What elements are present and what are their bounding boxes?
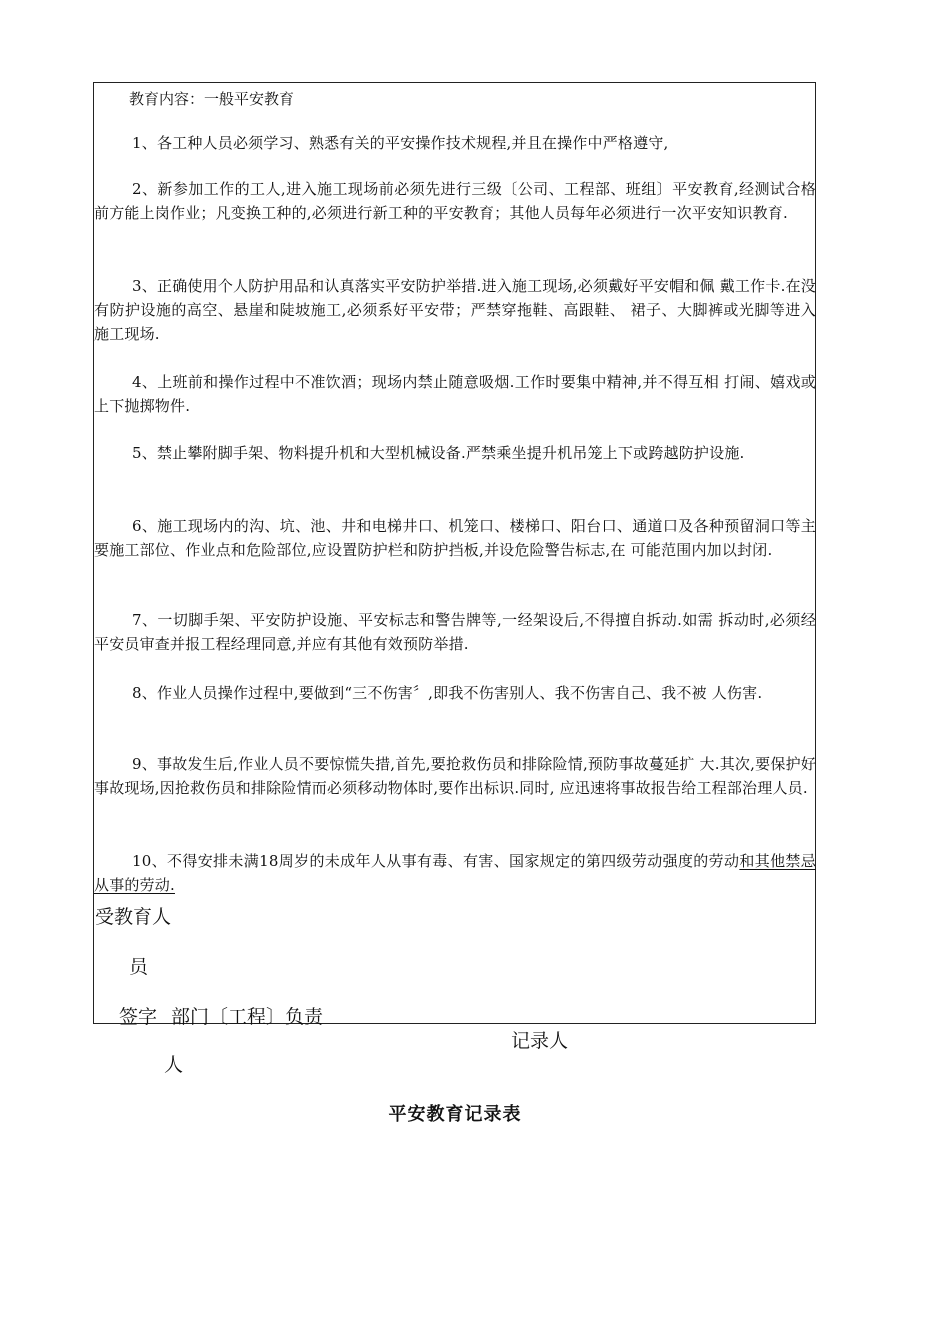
rule-item-5: 5、禁止攀附脚手架、物料提升机和大型机械设备.严禁乘坐提升机吊笼上下或跨越防护设施. (132, 444, 745, 462)
rule-item-6: 6、施工现场内的沟、坑、池、井和电梯井口、机笼口、楼梯口、阳台口、通道口及各种预留洞口等主要施工部位、作业点和危险部位,应设置防护栏和防护挡板,并设危险警告标志,在 可能范围内加以封闭. (94, 517, 816, 559)
rule-item-10-start: 10、不得安排未满18周岁的未成年人从事有毒、有害、国家规定的第四级劳动强度的劳动 (132, 852, 740, 870)
signature-label: 签字 (119, 1006, 158, 1028)
education-content-heading: 教育内容：一般平安教育 (129, 90, 295, 108)
rule-item-4: 4、上班前和操作过程中不准饮酒；现场内禁止随意吸烟.工作时要集中精神,并不得互相 打闹、嬉戏或上下抛掷物件. (94, 373, 816, 415)
rule-item-1: 1、各工种人员必须学习、熟悉有关的平安操作技术规程,并且在操作中严格遵守, (132, 134, 669, 152)
rule-item-7: 7、一切脚手架、平安防护设施、平安标志和警告牌等,一经架设后,不得擅自拆动.如需 拆动时,必须经平安员审查并报工程经理同意,并应有其他有效预防举措. (94, 611, 816, 653)
department-head-label-suffix: 人 (164, 1054, 184, 1076)
rule-item-3: 3、正确使用个人防护用品和认真落实平安防护举措.进入施工现场,必须戴好平安帽和佩 戴工作卡.在没有防护设施的高空、悬崖和陡坡施工,必须系好平安带；严禁穿拖鞋、高跟鞋、 裙子、大脚裤或光脚等进入施工现场. (94, 277, 816, 343)
recipients-label-line-2: 员 (129, 956, 149, 978)
recorder-label: 记录人 (511, 1030, 569, 1052)
document-title: 平安教育记录表 (388, 1104, 522, 1125)
rule-item-8: 8、作业人员操作过程中,要做到“三不伤害〞,即我不伤害别人、我不伤害自己、我不被 人伤害. (132, 684, 763, 702)
rule-item-10-underlined: 和其他禁忌从事的劳动. (94, 852, 816, 894)
rule-item-10 (94, 849, 816, 897)
recipients-label-line-1: 受教育人 (95, 906, 172, 928)
rule-item-2: 2、新参加工作的工人,进入施工现场前必须先进行三级〔公司、工程部、班组〕平安教育,经测试合格前方能上岗作业；凡变换工种的,必须进行新工种的平安教育；其他人员每年必须进行一次平安知识教育. (94, 180, 816, 222)
rule-item-9: 9、事故发生后,作业人员不要惊慌失措,首先,要抢救伤员和排除险情,预防事故蔓延扩 大.其次,要保护好事故现场,因抢救伤员和排除险情而必须移动物体时,要作出标识.同时, 应迅速将事故报告给工程部治理人员. (94, 755, 816, 797)
department-head-label: 部门〔工程〕负责 (171, 1006, 324, 1028)
